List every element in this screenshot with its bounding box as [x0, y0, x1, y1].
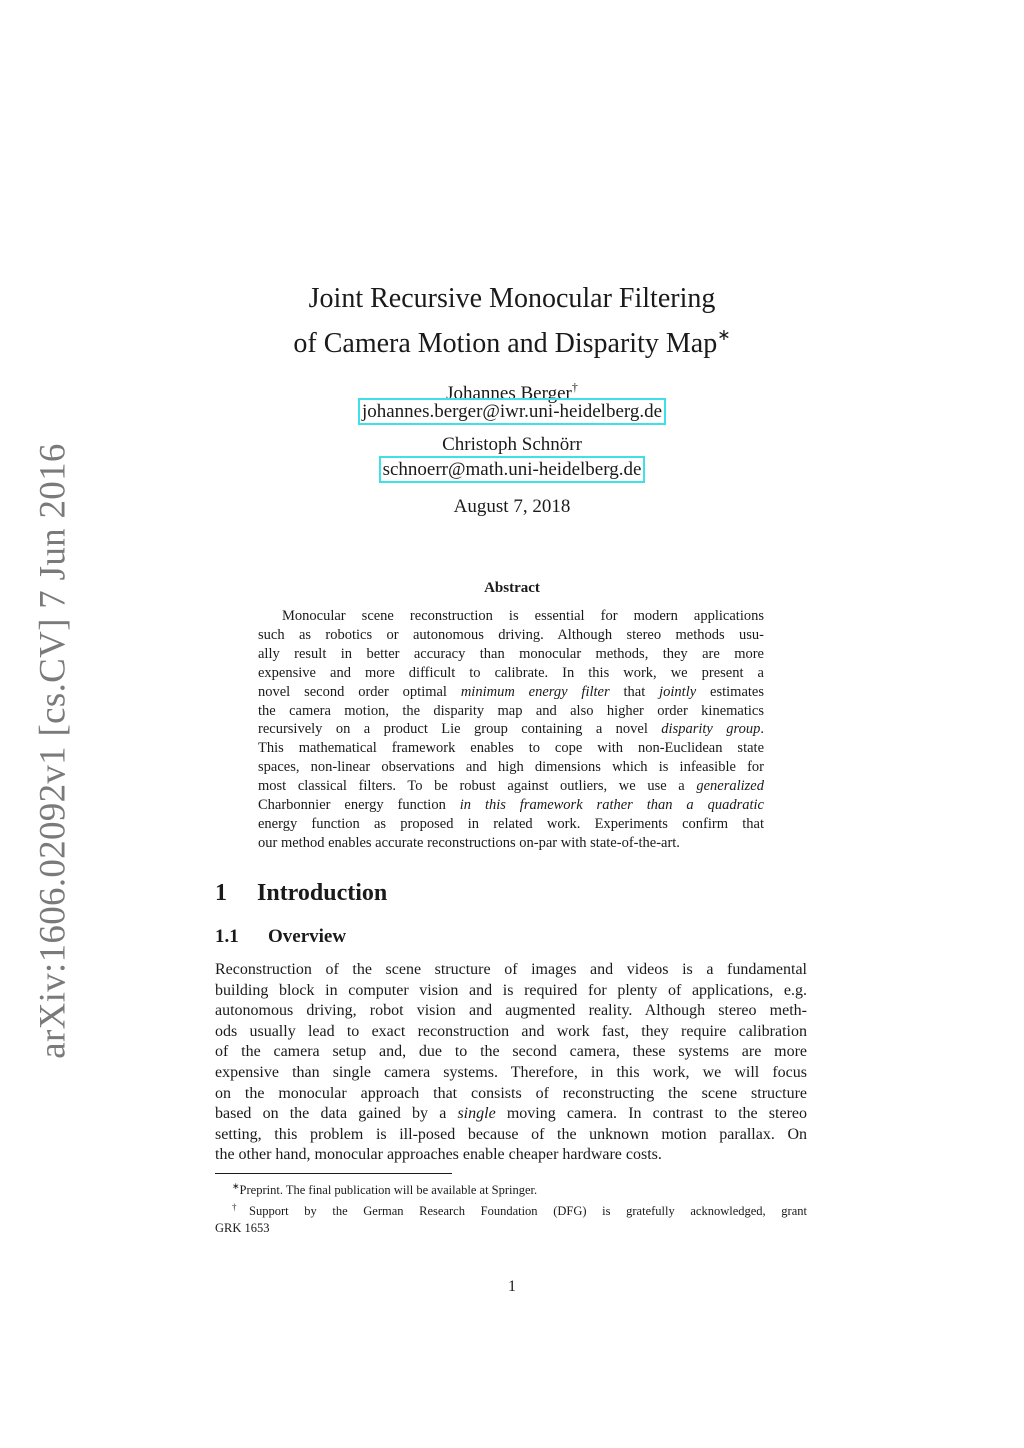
- intro-line: [215, 1084, 807, 1105]
- title-line-2-text: of Camera Motion and Disparity Map: [293, 328, 718, 359]
- footnotes: [215, 1178, 807, 1237]
- intro-line: [215, 981, 807, 1002]
- author-2-name: Christoph Schnörr: [442, 434, 582, 455]
- intro-paragraph: [215, 960, 807, 1166]
- intro-text: ods usually lead to exact reconstruction and work fast, they require calibration: [215, 1022, 807, 1040]
- abstract-text: novel second order optimal: [258, 683, 461, 700]
- abstract-emphasis: generalized: [696, 778, 764, 795]
- abstract-body: [258, 607, 764, 853]
- intro-text: expensive than single camera systems. Therefore, in this work, we will focus: [215, 1063, 807, 1081]
- author-1-email-link[interactable]: johannes.berger@iwr.uni-heidelberg.de: [358, 398, 666, 425]
- abstract-line: [258, 626, 764, 645]
- abstract-emphasis: jointly: [659, 683, 697, 700]
- abstract-text: spaces, non-linear observations and high dimensions which is infeasible for: [258, 759, 764, 776]
- abstract-line: [258, 645, 764, 664]
- abstract-text: This mathematical framework enables to cope with non-Euclidean state: [258, 740, 764, 757]
- footnote-2: [215, 1199, 807, 1220]
- intro-line: [215, 1042, 807, 1063]
- title-line-2: [0, 317, 1024, 362]
- abstract-emphasis: in this framework rather than a quadratic: [445, 797, 764, 814]
- intro-line: [215, 1125, 807, 1146]
- abstract-text: energy function as proposed in related work. Experiments confirm that: [258, 815, 764, 832]
- abstract-line: [258, 796, 764, 815]
- title-line-1: Joint Recursive Monocular Filtering: [308, 283, 716, 314]
- abstract-text: the camera motion, the disparity map and also higher order kinematics: [258, 702, 764, 719]
- section-number: 1: [215, 880, 227, 906]
- intro-text: the other hand, monocular approaches enable cheaper hardware costs.: [215, 1146, 662, 1164]
- section-title: Introduction: [257, 880, 388, 906]
- abstract-text: Charbonnier energy function: [258, 797, 446, 814]
- subsection-heading: [215, 926, 346, 948]
- intro-text: building block in computer vision and is required for plenty of applications, e.g.: [215, 981, 807, 999]
- abstract-text: such as robotics or autonomous driving. Although stereo methods usu-: [258, 626, 764, 643]
- section-heading: [215, 880, 387, 907]
- footnote-1-text: Preprint. The final publication will be available at Springer.: [239, 1183, 538, 1197]
- abstract-line: [258, 607, 764, 626]
- subsection-number: 1.1: [215, 926, 239, 947]
- author-2-email[interactable]: [0, 456, 1024, 483]
- footnote-1-mark: ∗: [232, 1181, 240, 1191]
- intro-text: moving camera. In contrast to the stereo: [495, 1105, 807, 1123]
- author-2-email-link[interactable]: schnoerr@math.uni-heidelberg.de: [379, 456, 646, 483]
- author-1-footnote-mark: †: [571, 380, 578, 394]
- page-number: 1: [508, 1278, 516, 1295]
- intro-text: Reconstruction of the scene structure of images and videos is a fundamental: [215, 961, 807, 978]
- abstract-text: expensive and more difficult to calibrate. In this work, we present a: [258, 664, 764, 681]
- footnote-rule: [215, 1173, 452, 1174]
- abstract-text: our method enables accurate reconstructions on-par with state-of-the-art.: [258, 834, 680, 851]
- intro-line: [215, 1145, 807, 1166]
- abstract-line: [258, 815, 764, 834]
- intro-line: [215, 1001, 807, 1022]
- intro-text: based on the data gained by a: [215, 1105, 458, 1123]
- intro-line: [215, 1063, 807, 1084]
- intro-line: [215, 1022, 807, 1043]
- intro-text: setting, this problem is ill-posed because of the unknown motion parallax. On: [215, 1125, 807, 1143]
- author-2: [0, 433, 1024, 457]
- abstract-line: [258, 720, 764, 739]
- abstract-text: most classical filters. To be robust against outliers, we use a: [258, 778, 697, 795]
- abstract-emphasis: disparity group: [661, 721, 761, 738]
- abstract-text: recursively on a product Lie group containing a novel: [258, 721, 662, 738]
- arxiv-identifier: arXiv:1606.02092v1 [cs.CV] 7 Jun 2016: [32, 443, 74, 1059]
- abstract-line: [258, 758, 764, 777]
- abstract-text: .: [760, 721, 764, 738]
- intro-text: autonomous driving, robot vision and augmented reality. Although stereo meth-: [215, 1002, 807, 1020]
- footnote-2-continuation: GRK 1653: [215, 1221, 270, 1235]
- paper-title: [0, 280, 1024, 362]
- abstract-text: estimates: [696, 683, 764, 700]
- author-1-email[interactable]: [0, 398, 1024, 425]
- footnote-2-text: Support by the German Research Foundation (DFG) is gratefully acknowledged, grant: [249, 1204, 807, 1218]
- intro-text: on the monocular approach that consists of reconstructing the scene structure: [215, 1084, 807, 1102]
- abstract-line: [258, 683, 764, 702]
- abstract-line: [258, 777, 764, 796]
- abstract-heading: Abstract: [484, 580, 540, 596]
- abstract-text: that: [609, 683, 660, 700]
- intro-line: [215, 960, 807, 981]
- title-footnote-mark: ∗: [717, 327, 731, 344]
- abstract-line: [258, 739, 764, 758]
- footnote-1: [215, 1178, 807, 1199]
- abstract-line: [258, 664, 764, 683]
- abstract-text: Monocular scene reconstruction is essential for modern applications: [282, 608, 764, 624]
- intro-text: of the camera setup and, due to the second camera, these systems are more: [215, 1043, 807, 1061]
- paper-date: August 7, 2018: [453, 496, 571, 517]
- intro-line: [215, 1104, 807, 1125]
- author-1-name: Johannes Berger: [446, 383, 572, 404]
- subsection-title: Overview: [268, 926, 347, 947]
- abstract-line: [258, 702, 764, 721]
- abstract-emphasis: minimum energy filter: [460, 683, 610, 700]
- abstract-text: ally result in better accuracy than monocular methods, they are more: [258, 645, 764, 662]
- footnote-2-mark: †: [232, 1202, 250, 1212]
- intro-emphasis: single: [457, 1105, 496, 1123]
- abstract-line: [258, 834, 764, 853]
